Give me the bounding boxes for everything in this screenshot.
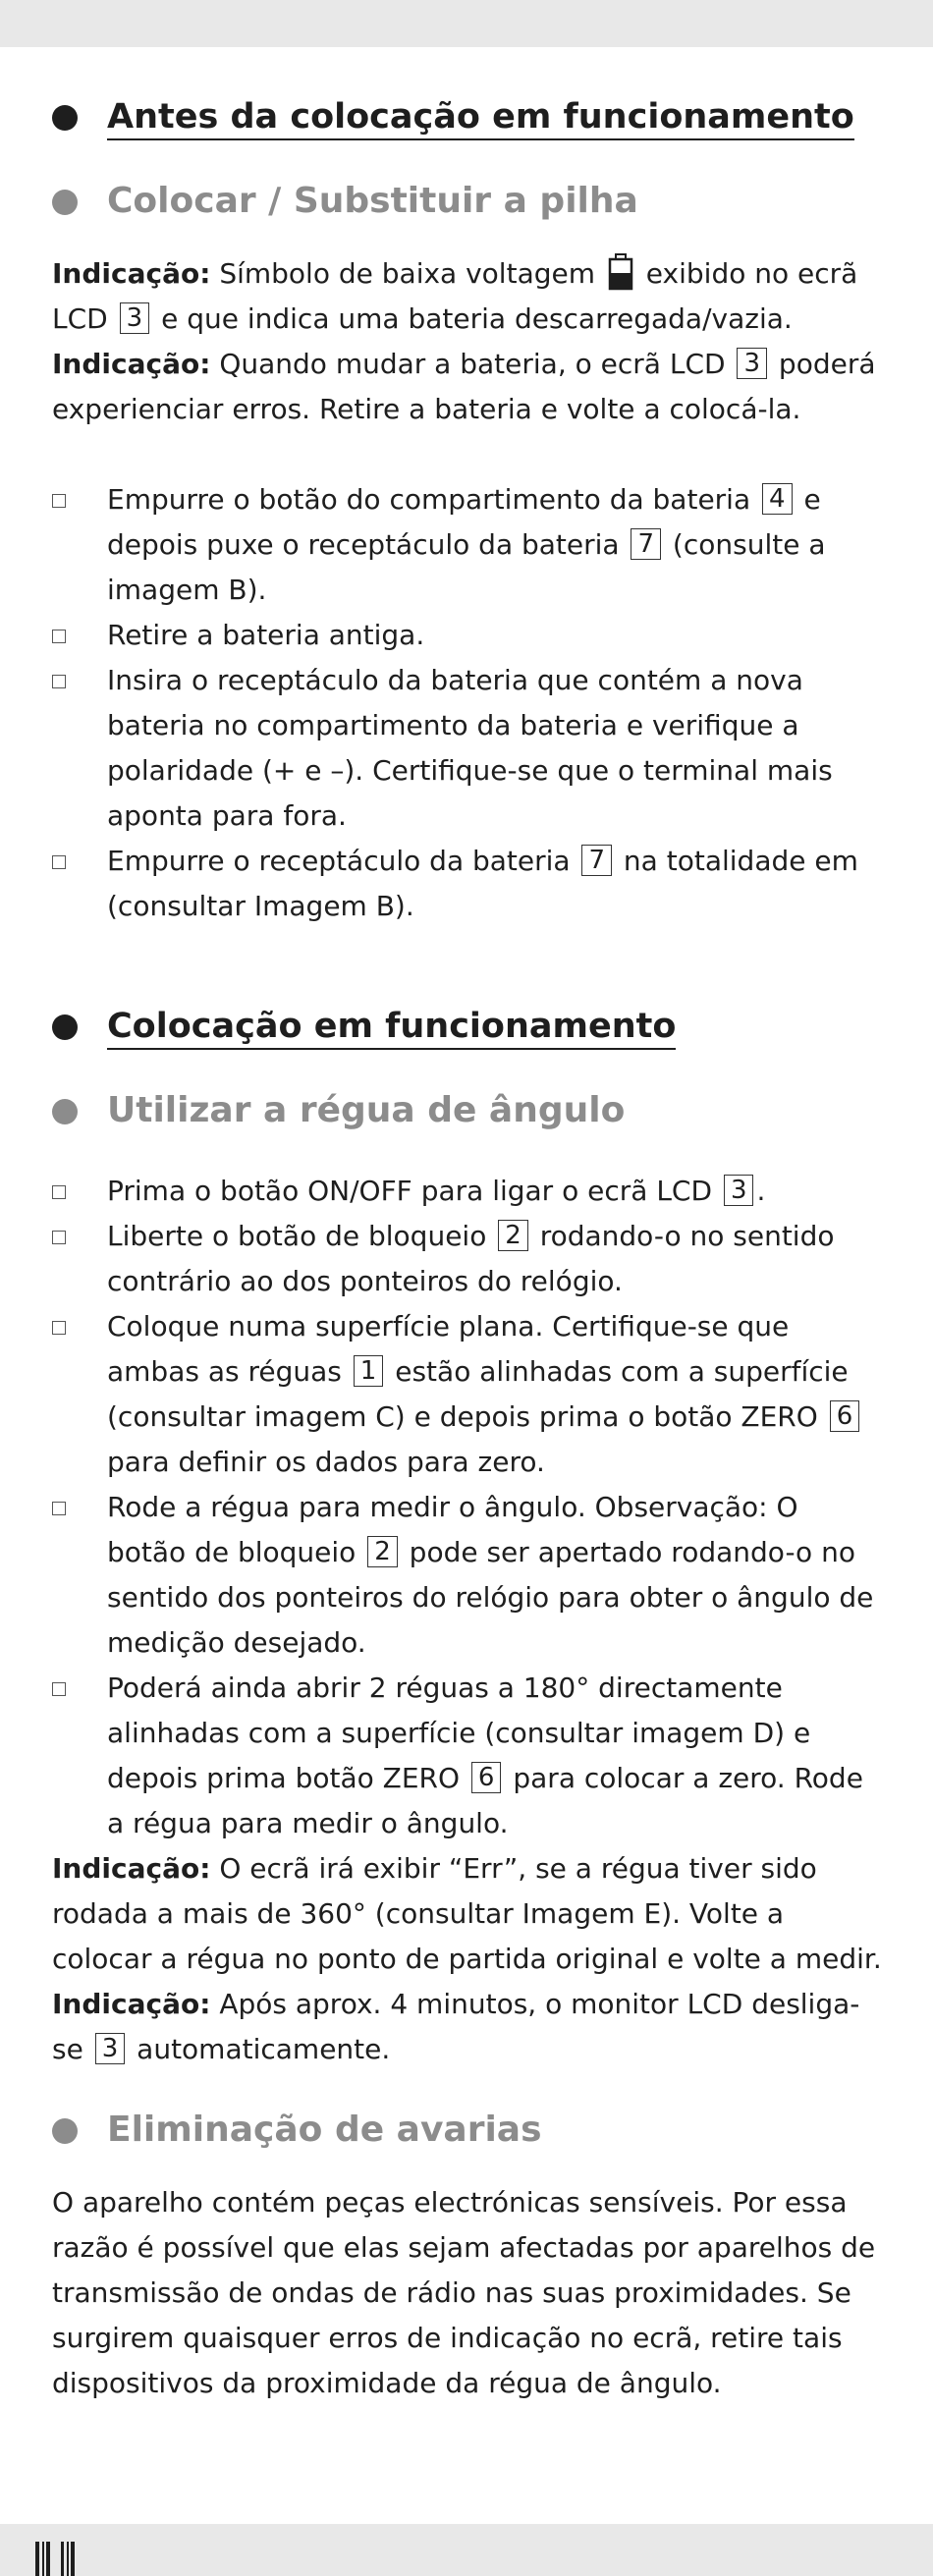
list-item bbox=[52, 477, 882, 613]
note-low-voltage bbox=[52, 251, 882, 342]
subheading-title: Colocar / Substituir a pilha bbox=[107, 181, 638, 221]
note-text: Símbolo de baixa voltagem bbox=[210, 257, 604, 290]
section-heading-before-operation bbox=[52, 96, 882, 147]
page-bottom-band bbox=[0, 2524, 933, 2576]
note-text: poderá experienciar erros. Retire a bateria e volte a colocá-la. bbox=[52, 348, 876, 425]
ref-number: 6 bbox=[471, 1762, 502, 1793]
step-text: rodando-o no sentido contrário ao dos ponteiros do relógio. bbox=[107, 1220, 835, 1297]
ref-number: 3 bbox=[120, 302, 150, 334]
battery-steps-list bbox=[52, 477, 882, 929]
manual-content bbox=[52, 47, 882, 2406]
ref-number: 3 bbox=[724, 1175, 754, 1206]
subheading-bullet bbox=[52, 190, 78, 215]
checkbox-bullet-icon bbox=[52, 1502, 66, 1515]
step-text: Insira o receptáculo da bateria que contém a nova bateria no compartimento da bateria e verifique a polaridade (+ e –). Certifique-se que o terminal mais aponta para fora. bbox=[107, 664, 833, 832]
note-text: O ecrã irá exibir “Err”, se a régua tiver sido rodada a mais de 360° (consultar Imagem E). Volte a colocar a régua no ponto de partida original e volte a medir. bbox=[52, 1852, 882, 1975]
subheading-bullet bbox=[52, 1099, 78, 1124]
subheading-angle-ruler bbox=[52, 1090, 882, 1131]
ref-number: 2 bbox=[498, 1220, 528, 1251]
list-item bbox=[52, 1666, 882, 1846]
heading-bullet bbox=[52, 105, 78, 131]
step-text: na totalidade em (consultar Imagem B). bbox=[107, 845, 858, 922]
step-text: Retire a bateria antiga. bbox=[107, 619, 425, 651]
checkbox-bullet-icon bbox=[52, 855, 66, 869]
list-item bbox=[52, 1214, 882, 1304]
note-err-display bbox=[52, 1846, 882, 1982]
checkbox-bullet-icon bbox=[52, 1231, 66, 1244]
checkbox-bullet-icon bbox=[52, 1321, 66, 1335]
step-text: estão alinhadas com a superfície (consultar imagem C) e depois prima o botão ZERO bbox=[107, 1355, 849, 1433]
step-text: para colocar a zero. Rode a régua para medir o ângulo. bbox=[107, 1762, 863, 1839]
note-label: Indicação: bbox=[52, 1988, 211, 2020]
ref-number: 2 bbox=[367, 1536, 398, 1567]
ref-number: 3 bbox=[95, 2033, 126, 2064]
step-text: Poderá ainda abrir 2 réguas a 180° directamente alinhadas com a superfície (consultar imagem D) e depois prima botão ZERO bbox=[107, 1672, 811, 1794]
step-text: e depois puxe o receptáculo da bateria bbox=[107, 483, 821, 561]
ref-number: 1 bbox=[354, 1355, 384, 1387]
ref-number: 7 bbox=[631, 528, 661, 560]
list-item bbox=[52, 613, 882, 658]
note-auto-off bbox=[52, 1982, 882, 2072]
subheading-bullet bbox=[52, 2118, 78, 2144]
step-text: Coloque numa superfície plana. Certifique-se que ambas as réguas bbox=[107, 1310, 790, 1388]
checkbox-bullet-icon bbox=[52, 1185, 66, 1199]
note-text: e que indica uma bateria descarregada/vazia. bbox=[152, 302, 793, 335]
step-text: . bbox=[756, 1175, 766, 1207]
checkbox-bullet-icon bbox=[52, 494, 66, 508]
step-text: pode ser apertado rodando-o no sentido dos ponteiros do relógio para obter o ângulo de medição desejado. bbox=[107, 1536, 874, 1659]
step-text: (consulte a imagem B). bbox=[107, 528, 826, 606]
note-battery-change bbox=[52, 342, 882, 432]
step-text: Empurre o botão do compartimento da bateria bbox=[107, 483, 760, 516]
note-text: automaticamente. bbox=[128, 2033, 391, 2065]
step-text: Prima o botão ON/OFF para ligar o ecrã LCD bbox=[107, 1175, 721, 1207]
ref-number: 7 bbox=[581, 845, 612, 876]
list-item bbox=[52, 1485, 882, 1666]
ref-number: 6 bbox=[830, 1400, 860, 1432]
subheading-title: Eliminação de avarias bbox=[107, 2110, 542, 2150]
note-text: Quando mudar a bateria, o ecrã LCD bbox=[210, 348, 735, 380]
heading-bullet bbox=[52, 1014, 78, 1040]
operation-steps-list bbox=[52, 1169, 882, 1846]
note-label: Indicação: bbox=[52, 1852, 211, 1885]
subheading-title: Utilizar a régua de ângulo bbox=[107, 1090, 626, 1130]
step-text: Empurre o receptáculo da bateria bbox=[107, 845, 579, 877]
section-heading-operation bbox=[52, 1006, 882, 1057]
step-text: Liberte o botão de bloqueio bbox=[107, 1220, 496, 1252]
subheading-battery bbox=[52, 181, 882, 222]
section-title: Colocação em funcionamento bbox=[107, 1007, 676, 1050]
note-label: Indicação: bbox=[52, 257, 211, 290]
section-title: Antes da colocação em funcionamento bbox=[107, 97, 854, 140]
list-item bbox=[52, 839, 882, 929]
note-text: Após aprox. 4 minutos, o monitor LCD desliga-se bbox=[52, 1988, 860, 2065]
note-text: exibido no ecrã LCD bbox=[52, 257, 858, 335]
checkbox-bullet-icon bbox=[52, 675, 66, 688]
subheading-troubleshooting bbox=[52, 2110, 882, 2151]
checkbox-bullet-icon bbox=[52, 1682, 66, 1696]
note-label: Indicação: bbox=[52, 348, 211, 380]
list-item bbox=[52, 1304, 882, 1485]
page-top-band bbox=[0, 0, 933, 47]
list-item bbox=[52, 1169, 882, 1214]
ref-number: 3 bbox=[737, 348, 767, 379]
checkbox-bullet-icon bbox=[52, 630, 66, 643]
list-item bbox=[52, 658, 882, 839]
ref-number: 4 bbox=[762, 483, 793, 515]
battery-low-icon bbox=[608, 253, 633, 291]
troubleshooting-paragraph: O aparelho contém peças electrónicas sensíveis. Por essa razão é possível que elas sejam afectadas por aparelhos de transmissão de ondas de rádio nas suas proximidades. Se surgirem quaisquer erros de indicação no ecrã, retire tais dispositivos da proximidade da régua de ângulo. bbox=[52, 2186, 876, 2399]
step-text: Rode a régua para medir o ângulo. Observação: O botão de bloqueio bbox=[107, 1491, 798, 1568]
step-text: para definir os dados para zero. bbox=[107, 1446, 545, 1478]
barcode-icon bbox=[35, 2532, 94, 2576]
